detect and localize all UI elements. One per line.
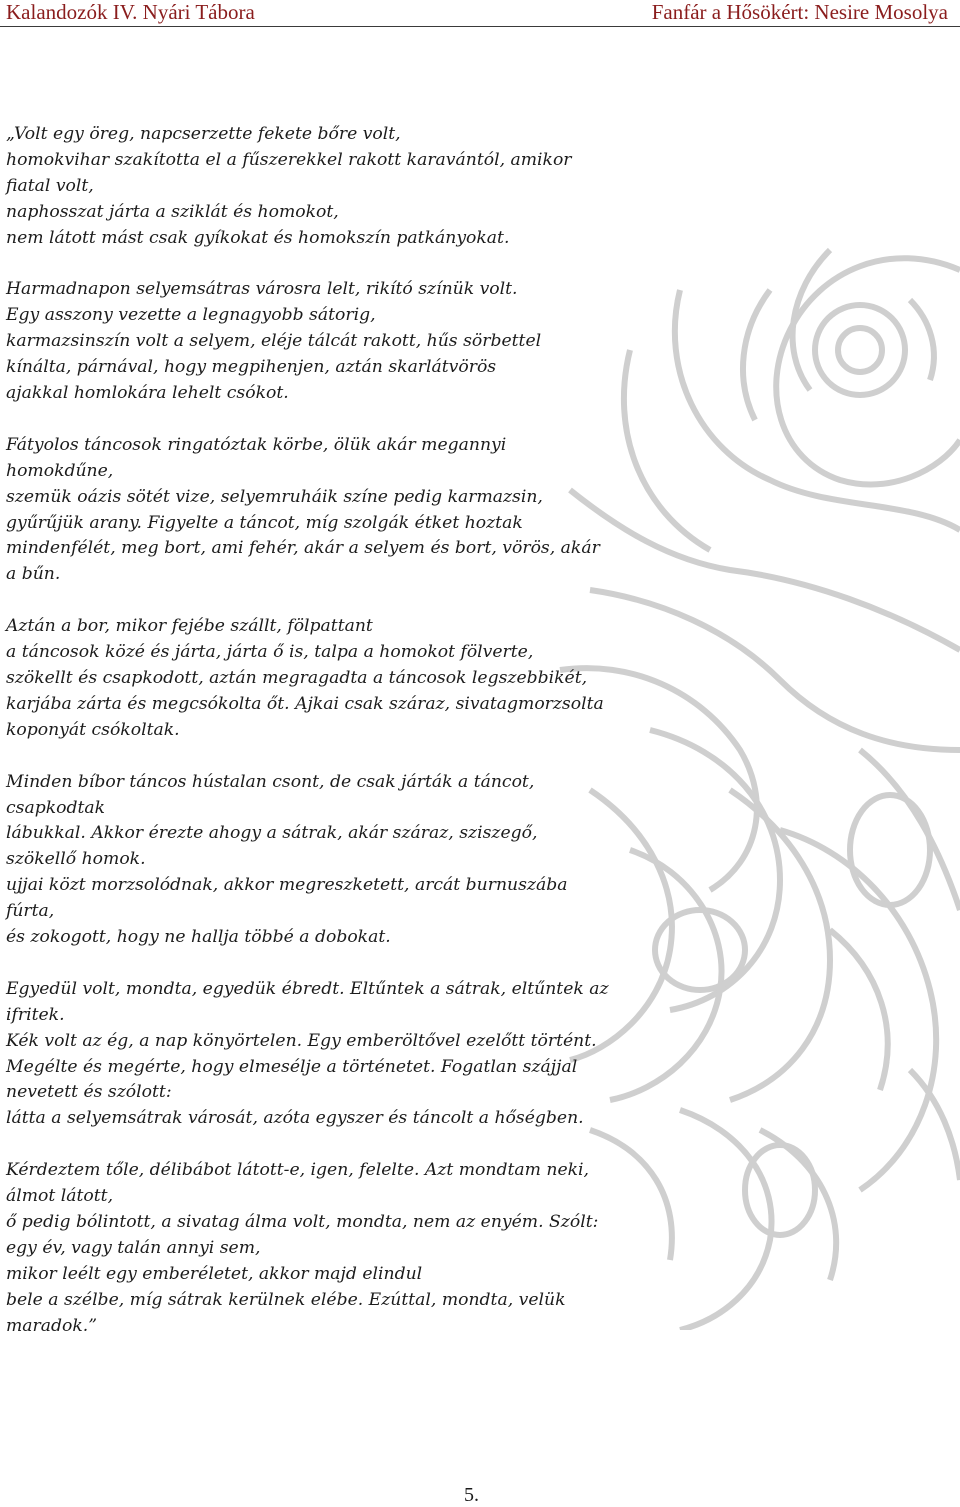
poem-line: fiatal volt, bbox=[6, 175, 94, 196]
poem-line: szökellt és csapkodott, aztán megragadta a táncosok legszebbikét, bbox=[6, 667, 588, 688]
poem-line: nem látott mást csak gyíkokat és homokszín patkányokat. bbox=[6, 227, 510, 248]
stanza-4 bbox=[6, 614, 606, 744]
stanza-2 bbox=[6, 277, 606, 407]
poem-line: homokdűne, bbox=[6, 460, 114, 481]
poem-line: a bűn. bbox=[6, 564, 61, 585]
poem-line: Egy asszony vezette a legnagyobb sátorig, bbox=[6, 305, 376, 326]
poem-line: gyűrűjük arany. Figyelte a táncot, míg szolgák étket hoztak bbox=[6, 512, 523, 533]
stanza-6 bbox=[6, 977, 609, 1132]
poem-line: Fátyolos táncosok ringatóztak körbe, ölük akár megannyi bbox=[6, 434, 507, 455]
poem-line: lábukkal. Akkor érezte ahogy a sátrak, akár száraz, sziszegő, bbox=[6, 823, 538, 844]
poem-line: látta a selyemsátrak városát, azóta egyszer és táncolt a hőségben. bbox=[6, 1108, 584, 1129]
poem-line: egy év, vagy talán annyi sem, bbox=[6, 1237, 261, 1258]
poem-line: és zokogott, hogy ne hallja többé a dobokat. bbox=[6, 927, 391, 948]
poem-line: álmot látott, bbox=[6, 1186, 114, 1207]
poem-line: bele a szélbe, míg sátrak kerülnek elébe. Ezúttal, mondta, velük bbox=[6, 1289, 566, 1310]
page-header bbox=[0, 0, 960, 27]
poem-line: nevetett és szólott: bbox=[6, 1082, 172, 1103]
poem-line: Kérdeztem tőle, délibábot látott-e, igen, felelte. Azt mondtam neki, bbox=[6, 1160, 589, 1181]
poem-line: ujjai közt morzsolódnak, akkor megreszketett, arcát burnuszába bbox=[6, 875, 568, 896]
stanza-3 bbox=[6, 433, 606, 588]
poem-line: szemük oázis sötét vize, selyemruháik színe pedig karmazsin, bbox=[6, 486, 543, 507]
poem-line: a táncosok közé és járta, járta ő is, talpa a homokot fölverte, bbox=[6, 642, 534, 663]
poem-line: „Volt egy öreg, napcserzette fekete bőre volt, bbox=[6, 124, 401, 144]
poem-line: Harmadnapon selyemsátras városra lelt, rikító színük volt. bbox=[6, 279, 518, 300]
poem-line: ajakkal homlokára lehelt csókot. bbox=[6, 383, 289, 404]
poem-line: ifritek. bbox=[6, 1004, 65, 1025]
poem-line: mindenfélét, meg bort, ami fehér, akár a selyem és bort, vörös, akár bbox=[6, 538, 600, 559]
poem-line: Aztán a bor, mikor fejébe szállt, fölpattant bbox=[6, 616, 373, 637]
poem-line: Minden bíbor táncos hústalan csont, de csak járták a táncot, bbox=[6, 771, 535, 792]
stanza-1 bbox=[6, 122, 606, 252]
poem-line: karjába zárta és megcsókolta őt. Ajkai csak száraz, sivatagmorzsolta bbox=[6, 693, 604, 714]
poem-line: karmazsinszín volt a selyem, eléje tálcát rakott, hűs sörbettel bbox=[6, 331, 542, 352]
stanza-5 bbox=[6, 770, 606, 951]
poem-line: Kék volt az ég, a nap könyörtelen. Egy emberöltővel ezelőtt történt. bbox=[6, 1030, 597, 1051]
poem-line: csapkodtak bbox=[6, 797, 106, 818]
poem-line: koponyát csókoltak. bbox=[6, 719, 180, 740]
poem-line: kínálta, párnával, hogy megpihenjen, aztán skarlátvörös bbox=[6, 357, 497, 378]
poem-body bbox=[6, 122, 609, 1365]
page-number: 5. bbox=[464, 1484, 479, 1506]
poem-line: Megélte és megérte, hogy elmesélje a történetet. Fogatlan szájjal bbox=[6, 1056, 578, 1077]
poem-line: szökellő homok. bbox=[6, 849, 146, 870]
poem-line: naphosszat járta a sziklát és homokot, bbox=[6, 201, 339, 222]
poem-line: homokvihar szakította el a fűszerekkel rakott karavántól, amikor bbox=[6, 149, 572, 170]
header-event-title: Kalandozók IV. Nyári Tábora bbox=[6, 0, 255, 24]
poem-line: fúrta, bbox=[6, 901, 55, 922]
poem-line: ő pedig bólintott, a sivatag álma volt, mondta, nem az enyém. Szólt: bbox=[6, 1211, 599, 1232]
poem-line: maradok.” bbox=[6, 1315, 98, 1336]
poem-line: Egyedül volt, mondta, egyedük ébredt. Eltűntek a sátrak, eltűntek az bbox=[6, 978, 609, 999]
stanza-7 bbox=[6, 1158, 606, 1339]
poem-line: mikor leélt egy emberéletet, akkor majd elindul bbox=[6, 1263, 423, 1284]
header-story-title: Fanfár a Hősökért: Nesire Mosolya bbox=[651, 0, 948, 24]
